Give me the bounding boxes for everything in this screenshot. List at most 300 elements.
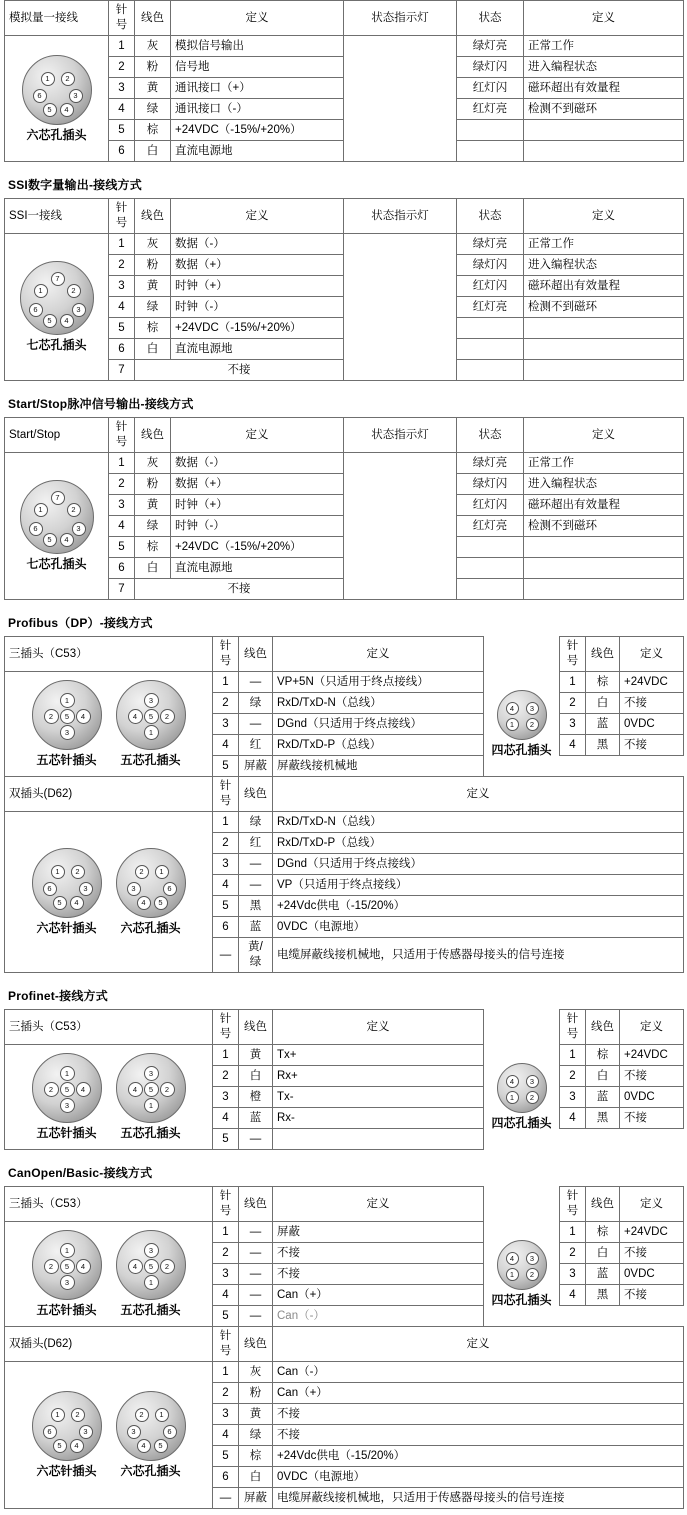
table-row (5, 1362, 684, 1383)
col-def-2: 定义 (620, 1187, 684, 1222)
pin-number: 3 (109, 78, 135, 99)
analog-header-title: 模拟量一接线 (5, 1, 109, 36)
pin-6: 6 (43, 882, 57, 896)
pin-2: 2 (526, 1268, 539, 1281)
pin-number-2: 4 (560, 735, 586, 756)
definition: 时钟（-） (171, 516, 344, 537)
pin-2: 2 (44, 1082, 59, 1097)
pin-number: 5 (109, 120, 135, 141)
pin-1: 1 (51, 865, 65, 879)
connector-label: 四芯孔插头 (491, 1116, 552, 1130)
col-pin: 针号 (213, 777, 239, 812)
wire-color-2: 蓝 (586, 1264, 620, 1285)
pin-4: 4 (137, 1439, 151, 1453)
pin-1: 1 (155, 865, 169, 879)
pin-6: 6 (43, 1425, 57, 1439)
pin-number-2: 1 (560, 1222, 586, 1243)
pin-number: 1 (213, 812, 239, 833)
definition: 数据（+） (171, 474, 344, 495)
connector-label-b: 五芯孔插头 (120, 1303, 181, 1317)
wire-color: 粉 (135, 255, 171, 276)
pin-number: 5 (213, 1129, 239, 1150)
col-wire: 线色 (239, 777, 273, 812)
definition-2: +24VDC (620, 672, 684, 693)
pin-number: 3 (213, 1404, 239, 1425)
pin-number: — (213, 938, 239, 973)
pin-5: 5 (43, 103, 57, 117)
status-state: 绿灯亮 (457, 36, 524, 57)
spacer (620, 1306, 684, 1327)
pin-1: 1 (506, 1091, 519, 1104)
pin-number: 2 (109, 255, 135, 276)
pin-number: 4 (213, 1425, 239, 1446)
pin-3: 3 (79, 882, 93, 896)
status-def: 正常工作 (524, 36, 684, 57)
definition: +24VDC（-15%/+20%） (171, 120, 344, 141)
pin-2: 2 (160, 1082, 175, 1097)
connector-diagram-5pin-pair (5, 1222, 213, 1327)
pin-4: 4 (137, 896, 151, 910)
pin-2: 2 (67, 503, 81, 517)
pin-number: 2 (213, 1066, 239, 1087)
pin-5: 5 (144, 709, 159, 724)
profibus-d62-table (4, 776, 684, 973)
spacer (484, 1010, 560, 1045)
wire-color: — (239, 1306, 273, 1327)
col-def: 定义 (273, 777, 684, 812)
pin-6: 6 (29, 303, 43, 317)
pin-5: 5 (60, 709, 75, 724)
pin-number: 6 (213, 917, 239, 938)
definition (273, 1129, 484, 1150)
pin-1: 1 (60, 693, 75, 708)
table-header-row (5, 418, 684, 453)
pin-number: 7 (109, 360, 135, 381)
table-row (5, 1222, 684, 1243)
wire-color: 粉 (135, 57, 171, 78)
pin-5: 5 (154, 896, 168, 910)
pin-7: 7 (51, 491, 65, 505)
col-led: 状态指示灯 (344, 1, 457, 36)
canopen-d62-table (4, 1326, 684, 1509)
definition: 时钟（-） (171, 297, 344, 318)
definition: RxD/TxD-N（总线） (273, 812, 684, 833)
pin-number: 6 (109, 558, 135, 579)
col-pin: 针号 (109, 199, 135, 234)
led-indicator-cell (344, 36, 457, 162)
definition: 不接 (273, 1243, 484, 1264)
status-state: 绿灯闪 (457, 474, 524, 495)
pin-number: 2 (213, 1243, 239, 1264)
definition: Rx+ (273, 1066, 484, 1087)
definition: DGnd（只适用于终点接线） (273, 854, 684, 875)
definition-2: +24VDC (620, 1222, 684, 1243)
pin-4: 4 (60, 533, 74, 547)
definition: 数据（-） (171, 453, 344, 474)
pin-number: 6 (109, 339, 135, 360)
table-row (5, 812, 684, 833)
wire-color: 橙 (239, 1087, 273, 1108)
wire-color-2: 棕 (586, 1045, 620, 1066)
pin-number: 2 (109, 57, 135, 78)
connector-label-b: 六芯孔插头 (120, 921, 181, 935)
wire-color-2: 棕 (586, 1222, 620, 1243)
pin-1: 1 (34, 284, 48, 298)
table-header-row (5, 1, 684, 36)
pin-number: 5 (109, 318, 135, 339)
pin-2: 2 (44, 1259, 59, 1274)
col-def: 定义 (273, 1187, 484, 1222)
spacer (484, 637, 560, 672)
table-header-row (5, 1327, 684, 1362)
wire-color: 灰 (135, 453, 171, 474)
definition: 通讯接口（-） (171, 99, 344, 120)
wire-color: 不接 (135, 579, 344, 600)
pin-number: 6 (213, 1467, 239, 1488)
pin-number: 1 (109, 234, 135, 255)
col-state: 状态 (457, 418, 524, 453)
wire-color: — (239, 714, 273, 735)
ssi-header-title: SSI一接线 (5, 199, 109, 234)
profibus-d62-header: 双插头(D62) (5, 777, 213, 812)
status-state: 绿灯亮 (457, 453, 524, 474)
pin-4: 4 (128, 1082, 143, 1097)
pin-2: 2 (135, 1408, 149, 1422)
col-state-def: 定义 (524, 418, 684, 453)
spacer (484, 1187, 560, 1222)
definition: 通讯接口（+） (171, 78, 344, 99)
col-led: 状态指示灯 (344, 199, 457, 234)
pin-3: 3 (526, 702, 539, 715)
pin-4: 4 (60, 103, 74, 117)
pin-number-2: 4 (560, 1285, 586, 1306)
table-row (5, 672, 684, 693)
wire-color: 红 (239, 735, 273, 756)
connector-label: 四芯孔插头 (491, 1293, 552, 1307)
pin-5: 5 (60, 1082, 75, 1097)
col-def: 定义 (273, 1327, 684, 1362)
pin-number: 1 (213, 1222, 239, 1243)
pin-3: 3 (144, 693, 159, 708)
definition: Tx- (273, 1087, 484, 1108)
profibus-c53-header: 三插头（C53） (5, 637, 213, 672)
connector-diagram-5pin-pair (5, 672, 213, 777)
connector-label: 六芯孔插头 (26, 127, 87, 142)
wire-color: — (239, 1264, 273, 1285)
status-def: 磁环超出有效量程 (524, 276, 684, 297)
definition-2: +24VDC (620, 1045, 684, 1066)
wire-color-2: 蓝 (586, 1087, 620, 1108)
wire-color: 绿 (239, 693, 273, 714)
pin-number: 5 (213, 756, 239, 777)
spacer (620, 756, 684, 777)
analog-wiring-table (4, 0, 684, 162)
pin-3: 3 (69, 89, 83, 103)
wire-color: 绿 (239, 1425, 273, 1446)
definition: 直流电源地 (171, 558, 344, 579)
pin-3: 3 (72, 303, 86, 317)
pin-4: 4 (506, 702, 519, 715)
wire-color: 棕 (239, 1446, 273, 1467)
wire-color-2: 黑 (586, 735, 620, 756)
pin-number: 3 (213, 1264, 239, 1285)
wire-color: 绿 (239, 812, 273, 833)
definition: 时钟（+） (171, 495, 344, 516)
col-wire-2: 线色 (586, 637, 620, 672)
pin-number: 4 (109, 516, 135, 537)
pin-5: 5 (144, 1259, 159, 1274)
pin-3: 3 (526, 1252, 539, 1265)
pin-number: 3 (213, 854, 239, 875)
pin-number: 1 (213, 1362, 239, 1383)
status-empty (457, 537, 524, 558)
definition-2: 不接 (620, 1066, 684, 1087)
pin-6: 6 (33, 89, 47, 103)
connector-diagram-7hole (5, 234, 109, 381)
table-header-row (5, 1187, 684, 1222)
definition: 时钟（+） (171, 276, 344, 297)
table-header-row (5, 1010, 684, 1045)
pin-5: 5 (43, 314, 57, 328)
col-def: 定义 (171, 418, 344, 453)
table-row (5, 453, 684, 474)
wire-color: 白 (239, 1066, 273, 1087)
col-def: 定义 (273, 1010, 484, 1045)
pin-number-2: 4 (560, 1108, 586, 1129)
status-empty (524, 120, 684, 141)
pin-4: 4 (70, 896, 84, 910)
pin-number: 3 (109, 495, 135, 516)
pin-number: 1 (109, 36, 135, 57)
wire-color-2: 黑 (586, 1285, 620, 1306)
pin-5: 5 (53, 1439, 67, 1453)
definition: 电缆屏蔽线接机械地，只适用于传感器母接头的信号连接 (273, 1488, 684, 1509)
spacer (560, 756, 586, 777)
pin-6: 6 (163, 882, 177, 896)
col-pin-2: 针号 (560, 1187, 586, 1222)
pin-number: 2 (109, 474, 135, 495)
wire-color: 绿 (135, 297, 171, 318)
pin-4: 4 (76, 709, 91, 724)
pin-3: 3 (526, 1075, 539, 1088)
pin-number: 1 (213, 1045, 239, 1066)
definition-2: 0VDC (620, 714, 684, 735)
table-row (5, 1045, 684, 1066)
definition: RxD/TxD-P（总线） (273, 735, 484, 756)
definition: 0VDC（电源地） (273, 1467, 684, 1488)
spacer (586, 1129, 620, 1150)
pin-number: 7 (109, 579, 135, 600)
definition: +24Vdc供电（-15/20%） (273, 1446, 684, 1467)
wire-color: 黄 (135, 495, 171, 516)
pin-number-2: 1 (560, 1045, 586, 1066)
wire-color-2: 白 (586, 1243, 620, 1264)
definition: 模拟信号输出 (171, 36, 344, 57)
definition: 不接 (273, 1425, 684, 1446)
wire-color: 灰 (135, 36, 171, 57)
pin-5: 5 (53, 896, 67, 910)
col-pin: 针号 (213, 637, 239, 672)
wire-color: — (239, 875, 273, 896)
definition: Can（-） (273, 1362, 684, 1383)
definition: 数据（+） (171, 255, 344, 276)
connector-label-b: 五芯孔插头 (120, 1126, 181, 1140)
col-wire: 线色 (239, 1010, 273, 1045)
pin-6: 6 (163, 1425, 177, 1439)
wire-color: 粉 (135, 474, 171, 495)
status-def: 进入编程状态 (524, 474, 684, 495)
col-pin: 针号 (213, 1187, 239, 1222)
definition: +24Vdc供电（-15/20%） (273, 896, 684, 917)
pin-2: 2 (135, 865, 149, 879)
canopen-c53-header: 三插头（C53） (5, 1187, 213, 1222)
spacer (620, 1129, 684, 1150)
pin-1: 1 (506, 1268, 519, 1281)
wire-color: 棕 (135, 120, 171, 141)
pin-2: 2 (526, 718, 539, 731)
pin-2: 2 (71, 1408, 85, 1422)
pin-number: 4 (213, 735, 239, 756)
definition: +24VDC（-15%/+20%） (171, 318, 344, 339)
pin-1: 1 (155, 1408, 169, 1422)
pin-4: 4 (506, 1252, 519, 1265)
pin-3: 3 (144, 1066, 159, 1081)
status-state: 绿灯闪 (457, 255, 524, 276)
status-def: 进入编程状态 (524, 57, 684, 78)
wire-color: 屏蔽 (239, 1488, 273, 1509)
col-led: 状态指示灯 (344, 418, 457, 453)
pin-2: 2 (67, 284, 81, 298)
definition: 屏蔽 (273, 1222, 484, 1243)
wire-color: 蓝 (239, 1108, 273, 1129)
status-empty (524, 318, 684, 339)
pin-2: 2 (44, 709, 59, 724)
connector-diagram-6hole (5, 36, 109, 162)
pin-number: 6 (109, 141, 135, 162)
definition-2: 不接 (620, 1243, 684, 1264)
definition: 屏蔽线接机械地 (273, 756, 484, 777)
pin-number: 3 (109, 276, 135, 297)
wire-color: 绿 (135, 99, 171, 120)
pin-number: 5 (213, 896, 239, 917)
col-def: 定义 (171, 199, 344, 234)
definition: 0VDC（电源地） (273, 917, 684, 938)
col-wire: 线色 (135, 1, 171, 36)
pin-4: 4 (128, 709, 143, 724)
section-title-startstop: Start/Stop脉冲信号输出-接线方式 (8, 397, 194, 411)
definition: 直流电源地 (171, 339, 344, 360)
pin-1: 1 (51, 1408, 65, 1422)
pin-number: 5 (213, 1446, 239, 1467)
status-empty (524, 579, 684, 600)
status-def: 磁环超出有效量程 (524, 495, 684, 516)
col-state: 状态 (457, 199, 524, 234)
wire-color: — (239, 854, 273, 875)
status-def: 检测不到磁环 (524, 99, 684, 120)
pin-3: 3 (79, 1425, 93, 1439)
definition: Can（+） (273, 1285, 484, 1306)
canopen-d62-header: 双插头(D62) (5, 1327, 213, 1362)
wire-color-2: 棕 (586, 672, 620, 693)
section-title-profinet: Profinet-接线方式 (8, 989, 108, 1003)
ssi-wiring-table (4, 198, 684, 381)
col-wire: 线色 (239, 1327, 273, 1362)
pin-1: 1 (41, 72, 55, 86)
led-indicator-cell (344, 453, 457, 600)
definition-2: 0VDC (620, 1264, 684, 1285)
connector-diagram-6pin-pair (5, 812, 213, 973)
status-state: 红灯亮 (457, 297, 524, 318)
definition: VP+5N（只适用于终点接线） (273, 672, 484, 693)
wire-color-2: 蓝 (586, 714, 620, 735)
connector-diagram-5pin-pair (5, 1045, 213, 1150)
status-state: 红灯亮 (457, 99, 524, 120)
definition: 直流电源地 (171, 141, 344, 162)
pin-1: 1 (144, 725, 159, 740)
pin-3: 3 (60, 1275, 75, 1290)
col-pin-2: 针号 (560, 1010, 586, 1045)
definition: VP（只适用于终点接线） (273, 875, 684, 896)
startstop-wiring-table (4, 417, 684, 600)
col-def-2: 定义 (620, 1010, 684, 1045)
wire-color: 粉 (239, 1383, 273, 1404)
wire-color: 黄 (239, 1404, 273, 1425)
pin-4: 4 (76, 1082, 91, 1097)
connector-label-b: 五芯孔插头 (120, 753, 181, 767)
definition: 不接 (273, 1264, 484, 1285)
definition: Can（+） (273, 1383, 684, 1404)
connector-label-b: 六芯孔插头 (120, 1464, 181, 1478)
pin-3: 3 (127, 1425, 141, 1439)
status-empty (457, 558, 524, 579)
wire-color: 白 (135, 558, 171, 579)
status-state: 红灯闪 (457, 495, 524, 516)
status-def: 进入编程状态 (524, 255, 684, 276)
status-empty (524, 141, 684, 162)
wire-color: 绿 (135, 516, 171, 537)
pin-1: 1 (144, 1098, 159, 1113)
pin-number-2: 2 (560, 1243, 586, 1264)
pin-number: 4 (109, 99, 135, 120)
led-indicator-cell (344, 234, 457, 381)
spacer (560, 1129, 586, 1150)
status-def: 检测不到磁环 (524, 297, 684, 318)
wire-color: — (239, 1129, 273, 1150)
pin-5: 5 (43, 533, 57, 547)
col-def: 定义 (171, 1, 344, 36)
status-def: 磁环超出有效量程 (524, 78, 684, 99)
connector-label-a: 五芯针插头 (36, 753, 97, 767)
status-state: 红灯亮 (457, 516, 524, 537)
wire-color: 屏蔽 (239, 756, 273, 777)
status-def: 正常工作 (524, 234, 684, 255)
status-state: 红灯闪 (457, 276, 524, 297)
definition: 数据（-） (171, 234, 344, 255)
pin-number: 3 (213, 714, 239, 735)
pin-5: 5 (60, 1259, 75, 1274)
col-wire: 线色 (239, 637, 273, 672)
pin-number: 1 (213, 672, 239, 693)
col-pin-2: 针号 (560, 637, 586, 672)
col-wire-2: 线色 (586, 1010, 620, 1045)
pin-5: 5 (154, 1439, 168, 1453)
pin-3: 3 (72, 522, 86, 536)
wire-color: 黄 (135, 78, 171, 99)
definition: Rx- (273, 1108, 484, 1129)
wire-color-2: 白 (586, 693, 620, 714)
connector-diagram-4hole (484, 1222, 560, 1327)
table-header-row (5, 637, 684, 672)
